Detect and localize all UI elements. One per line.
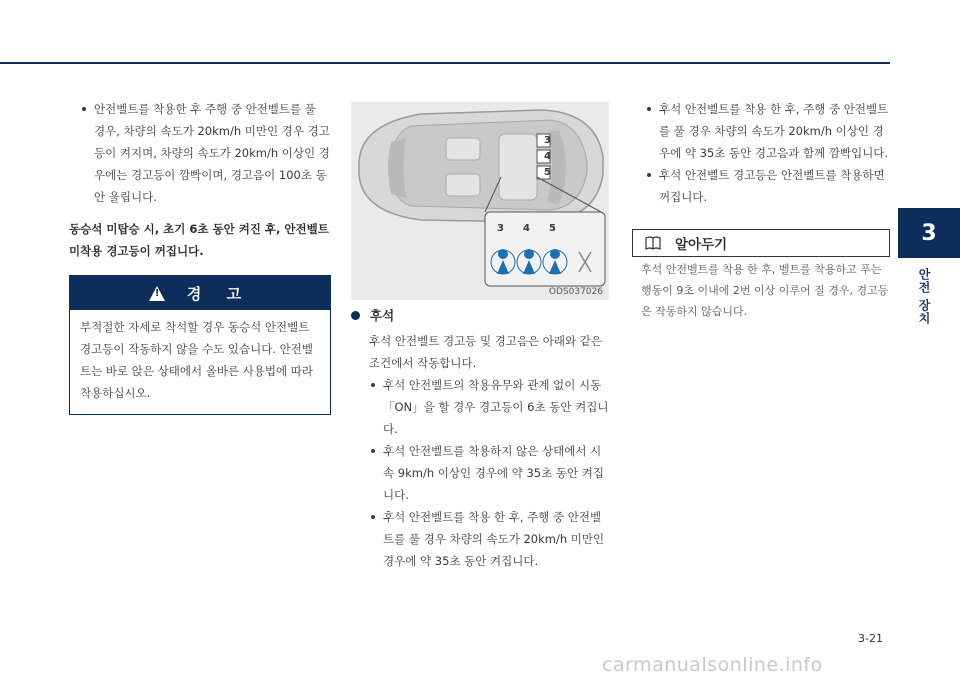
left-column	[80, 98, 330, 208]
seat-label-4: 4	[544, 151, 551, 162]
right-bullet-2: 후석 안전벨트 경고등은 안전벨트를 착용하면 꺼집니다.	[645, 164, 891, 208]
warning-box	[69, 275, 331, 415]
section-bullet-icon	[351, 311, 360, 320]
note-body: 후석 안전벨트를 착용 한 후, 벨트를 착용하고 푸는 행동이 9초 이내에 2번 이상 이루어 질 경우, 경고등은 작동하지 않습니다.	[641, 263, 889, 318]
chapter-title: 안전 장치	[917, 268, 931, 326]
warning-header	[70, 276, 330, 310]
seat-label-5: 5	[544, 167, 551, 178]
rear-section-body	[369, 330, 612, 572]
left-bullet: 안전벨트를 착용한 후 주행 중 안전벨트를 풀 경우, 차량의 속도가 20km/h 미만인 경우 경고등이 켜지며, 차량의 속도가 20km/h 이상인 경우에는 경고등이 깜빡이며, 경고음이 100초 동안 울립니다.	[80, 98, 330, 208]
watermark[interactable]: carmanualsonline.info	[602, 654, 823, 676]
inset-label-3: 3	[497, 223, 504, 234]
bold-paragraph: 동승석 미탑승 시, 초기 6초 동안 켜진 후, 안전벨트 미착용 경고등이 꺼집니다.	[69, 222, 329, 258]
book-icon	[645, 236, 661, 250]
rear-bullet-1: 후석 안전벨트의 착용유무와 관계 없이 시동「ON」을 할 경우 경고등이 6초 동안 켜집니다.	[369, 374, 612, 440]
right-bullet-1: 후석 안전벨트를 착용 한 후, 주행 중 안전벨트를 풀 경우 차량의 속도가 20km/h 이상인 경우에 약 35초 동안 경고음과 함께 깜빡입니다.	[645, 98, 891, 164]
inset-label-5: 5	[549, 223, 556, 234]
note-title: 알아두기	[675, 237, 728, 253]
top-rule	[0, 62, 890, 64]
seatbelt-figure	[351, 102, 609, 300]
warning-icon: !	[149, 286, 165, 301]
warning-body: 부적절한 자세로 착석할 경우 동승석 안전벨트 경고등이 작동하지 않을 수도 있습니다. 안전벨트는 바로 앉은 상태에서 올바른 사용법에 따라 착용하십시오.	[80, 320, 314, 400]
rear-section-title	[351, 306, 394, 324]
inset-label-4: 4	[523, 223, 530, 234]
right-column	[645, 98, 891, 208]
page-number: 3-21	[858, 632, 883, 645]
chapter-number: 3	[921, 220, 937, 246]
rear-intro: 후석 안전벨트 경고등 및 경고음은 아래와 같은 조건에서 작동합니다.	[369, 334, 603, 370]
figure-code: ODS037026	[548, 287, 603, 297]
rear-bullet-3: 후석 안전벨트를 착용 한 후, 주행 중 안전벨트를 풀 경우 차량의 속도가 20km/h 미만인 경우에 약 35초 동안 켜집니다.	[369, 506, 612, 572]
warning-title: 경 고	[186, 284, 252, 303]
note-header	[632, 229, 890, 257]
seat-label-3: 3	[544, 135, 551, 146]
chapter-tab[interactable]	[898, 208, 960, 258]
car-top-view-illustration	[351, 102, 609, 300]
rear-bullet-2: 후석 안전벨트를 착용하지 않은 상태에서 시속 9km/h 이상인 경우에 약 35초 동안 켜집니다.	[369, 440, 612, 506]
rear-title-text: 후석	[370, 308, 395, 323]
